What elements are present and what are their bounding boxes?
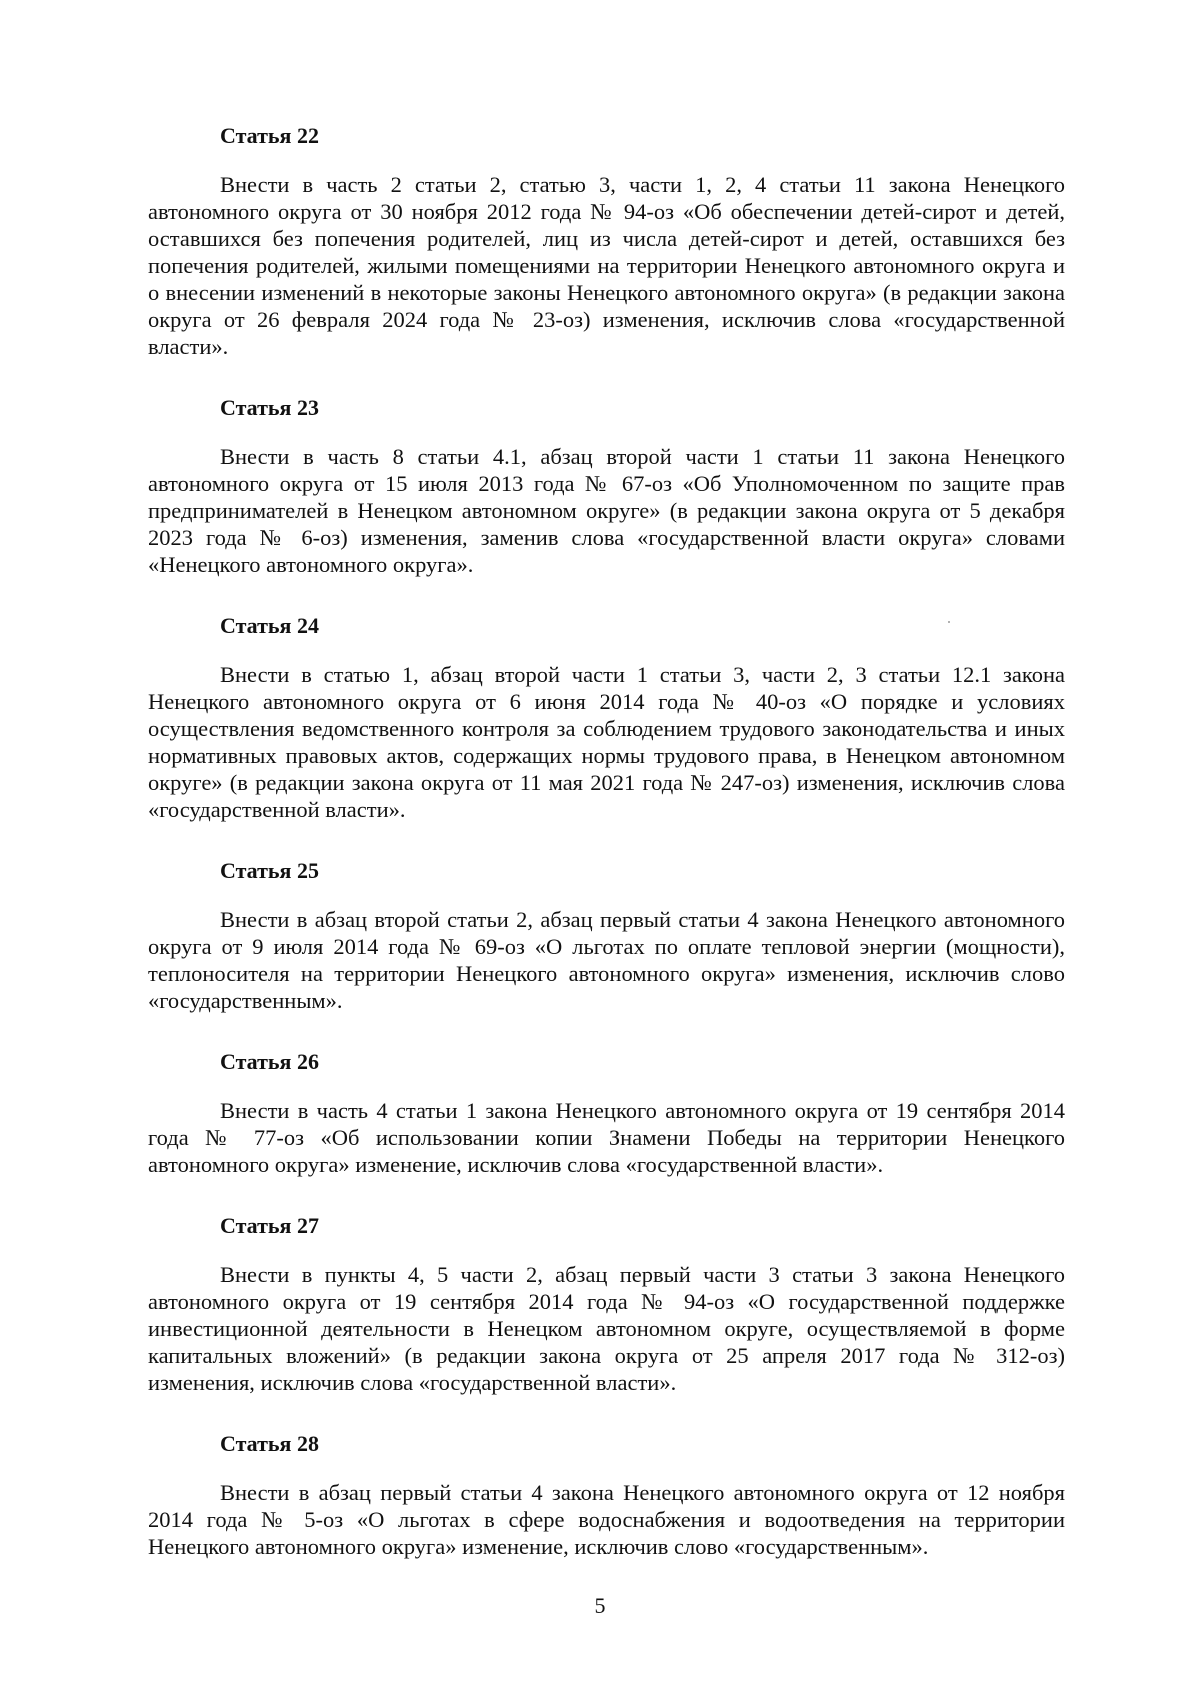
article-heading: Статья 28 bbox=[220, 1431, 319, 1456]
article-22 bbox=[148, 122, 1065, 360]
article-heading: Статья 23 bbox=[220, 395, 319, 420]
page-number: 5 bbox=[594, 1593, 606, 1618]
article-25 bbox=[148, 857, 1065, 1014]
article-paragraph: Внести в пункты 4, 5 части 2, абзац первый части 3 статьи 3 закона Ненецкого автономного округа от 19 сентября 2014 года № 94-оз «О государственной поддержке инвестиционной деятельности в Ненецком автономном округе, осуществляемой в форме капитальных вложений» (в редакции закона округа от 25 апреля 2017 года № 312-оз) изменения, исключив слова «государственной власти». bbox=[148, 1262, 1065, 1395]
article-paragraph: Внести в часть 2 статьи 2, статью 3, части 1, 2, 4 статьи 11 закона Ненецкого автономного округа от 30 ноября 2012 года № 94-оз «Об обеспечении детей-сирот и детей, оставшихся без попечения родителей, лиц из числа детей-сирот и детей, оставшихся без попечения родителей, жилыми помещениями на территории Ненецкого автономного округа и о внесении изменений в некоторые законы Ненецкого автономного округа» (в редакции закона округа от 26 февраля 2024 года № 23-оз) изменения, исключив слова «государственной власти». bbox=[148, 172, 1065, 359]
article-27 bbox=[148, 1212, 1065, 1396]
article-heading: Статья 25 bbox=[220, 858, 319, 883]
article-heading: Статья 27 bbox=[220, 1213, 319, 1238]
article-paragraph: Внести в абзац второй статьи 2, абзац первый статьи 4 закона Ненецкого автономного округа от 9 июля 2014 года № 69-оз «О льготах по оплате тепловой энергии (мощности), теплоносителя на территории Ненецкого автономного округа» изменения, исключив слово «государственным». bbox=[148, 907, 1065, 1013]
article-heading: Статья 22 bbox=[220, 123, 319, 148]
article-23 bbox=[148, 394, 1065, 578]
article-paragraph: Внести в статью 1, абзац второй части 1 статьи 3, части 2, 3 статьи 12.1 закона Ненецкого автономного округа от 6 июня 2014 года № 40-оз «О порядке и условиях осуществления ведомственного контроля за соблюдением трудового законодательства и иных нормативных правовых актов, содержащих нормы трудового права, в Ненецком автономном округе» (в редакции закона округа от 11 мая 2021 года № 247-оз) изменения, исключив слова «государственной власти». bbox=[148, 662, 1065, 822]
article-26 bbox=[148, 1048, 1065, 1178]
article-heading: Статья 24 bbox=[220, 613, 319, 638]
article-paragraph: Внести в часть 4 статьи 1 закона Ненецкого автономного округа от 19 сентября 2014 года № 77-оз «Об использовании копии Знамени Победы на территории Ненецкого автономного округа» изменение, исключив слова «государственной власти». bbox=[148, 1098, 1065, 1177]
document-body bbox=[148, 122, 1065, 1594]
article-paragraph: Внести в абзац первый статьи 4 закона Ненецкого автономного округа от 12 ноября 2014 года № 5-оз «О льготах в сфере водоснабжения и водоотведения на территории Ненецкого автономного округа» изменение, исключив слово «государственным». bbox=[148, 1480, 1065, 1559]
article-heading: Статья 26 bbox=[220, 1049, 319, 1074]
article-24 bbox=[148, 612, 1065, 823]
article-28 bbox=[148, 1430, 1065, 1560]
article-paragraph: Внести в часть 8 статьи 4.1, абзац второй части 1 статьи 11 закона Ненецкого автономного округа от 15 июля 2013 года № 67-оз «Об Уполномоченном по защите прав предпринимателей в Ненецком автономном округе» (в редакции закона округа от 5 декабря 2023 года № 6-оз) изменения, заменив слова «государственной власти округа» словами «Ненецкого автономного округа». bbox=[148, 444, 1065, 577]
scan-speck bbox=[948, 621, 950, 623]
